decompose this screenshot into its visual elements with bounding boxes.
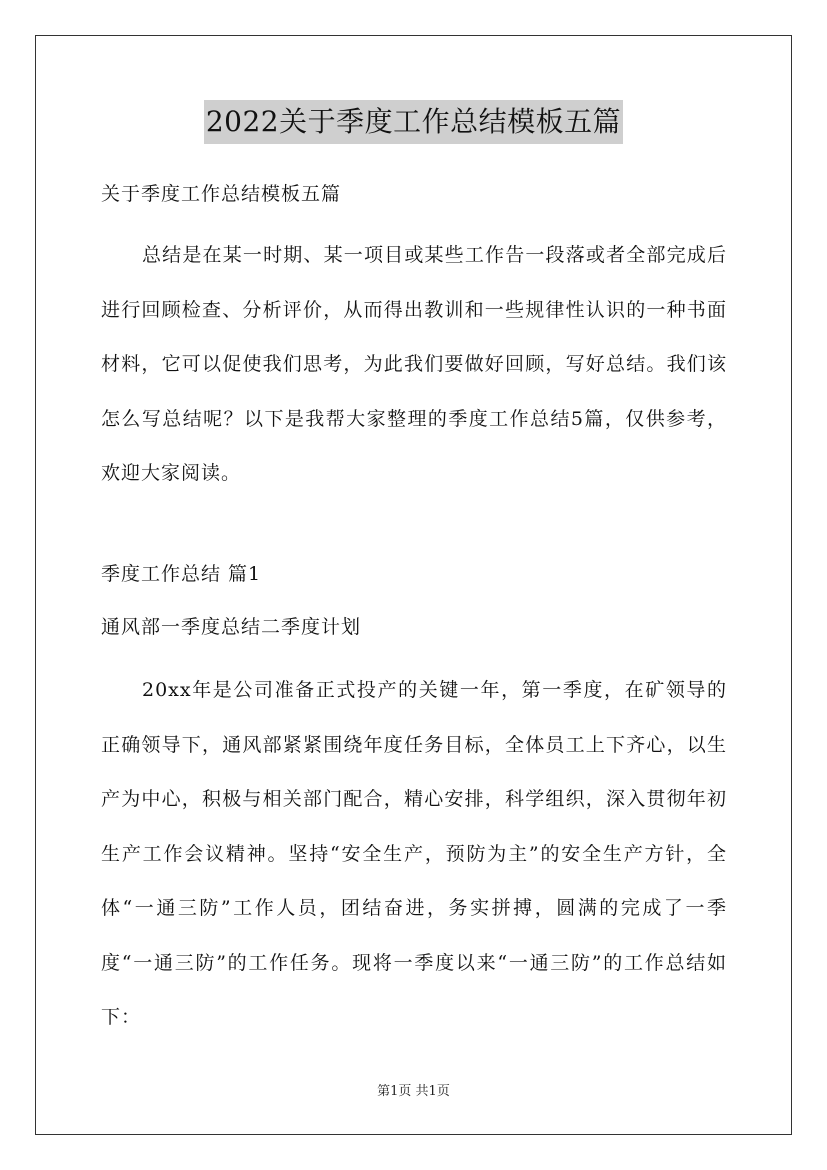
section-heading: 季度工作总结 篇1 <box>101 563 262 585</box>
section-subheading: 通风部一季度总结二季度计划 <box>101 616 362 638</box>
page-footer: 第1页 共1页 <box>377 1084 450 1099</box>
title-container <box>0 100 827 144</box>
intro-paragraph: 总结是在某一时期、某一项目或某些工作告一段落或者全部完成后进行回顾检查、分析评价，从而得出教训和一些规律性认识的一种书面材料，它可以促使我们思考，为此我们要做好回顾，写好总结。我们该怎么写总结呢？以下是我帮大家整理的季度工作总结5篇，仅供参考，欢迎大家阅读。 <box>101 244 727 484</box>
document-title: 2022关于季度工作总结模板五篇 <box>204 100 623 144</box>
document-subtitle: 关于季度工作总结模板五篇 <box>101 183 342 205</box>
body-paragraph: 20xx年是公司准备正式投产的关键一年，第一季度，在矿领导的正确领导下，通风部紧紧围绕年度任务目标，全体员工上下齐心，以生产为中心，积极与相关部门配合，精心安排，科学组织，深入贯彻年初生产工作会议精神。坚持“安全生产，预防为主”的安全生产方针，全体“一通三防”工作人员，团结奋进，务实拼搏，圆满的完成了一季度“一通三防”的工作任务。现将一季度以来“一通三防”的工作总结如下： <box>101 679 727 1028</box>
